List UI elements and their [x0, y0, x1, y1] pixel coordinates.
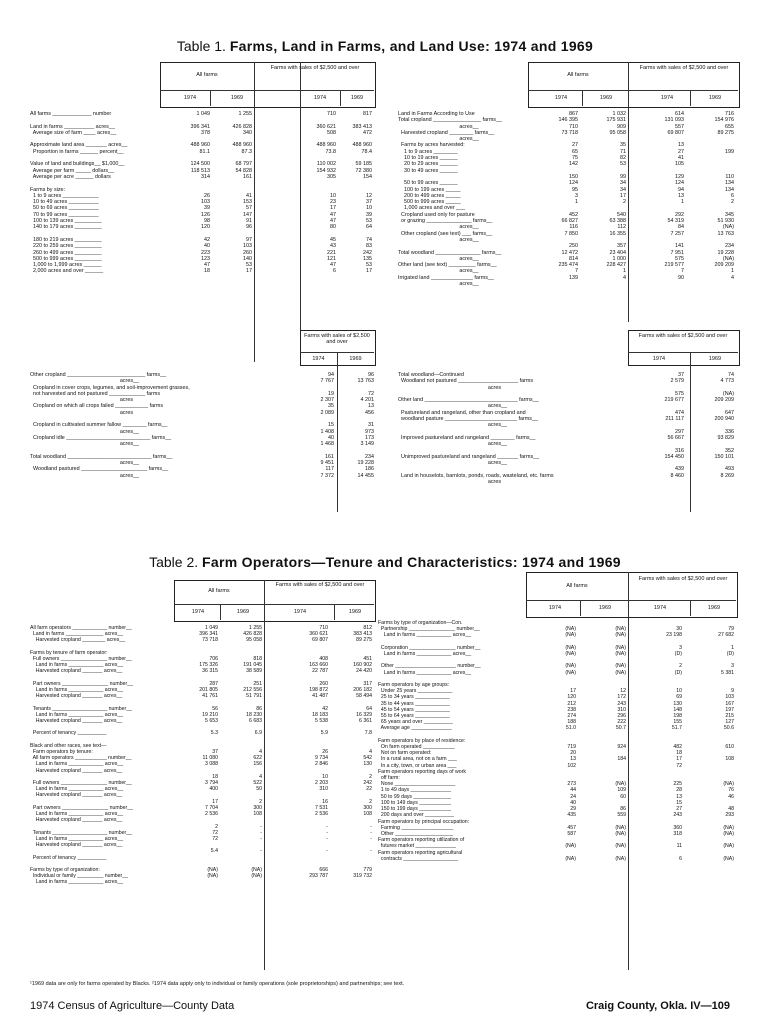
t2l-labels: All farm operators ____________ number__ Land in farms _____________ acres__ Harvested cropland ________ acres__ Farms by tenure of farm operator: Full owners ________________ number__ Land in farms ____________ acres__ Harvested cropland _______ acres__ Part owners ________________ number__ Land in farms ____________ acres__ Harvested cropland _______ acres__ Tenants ___________________ number__ Land in farms ____________ acres__ Harvested cropland _______ acres__ Percent of tenancy __________ Black and other races, see text— Farm operators by tenure: All farm operators ___________ number__ Land in farms ____________ acres__ Harvested cropland _______ acres__ Full owners ________________ number__ Land in farms ____________ acres__ Harvested cropland _______ acres__ Part owners ________________ number__ Land in farms ____________ acres__ Harvested cropland _______ acres__ Tenants ___________________ number__ Land in farms ____________ acres__ Harvested cropland _______ acres__ Percent of tenancy __________ Farms by type of organization: Individual or family _________ number__ Land in farms ____________ acres__: [30, 625, 133, 886]
t1r-labels: Land in Farms According to Use Total cropland ________________ farms__ acres__ Harvested cropland ________ farms__ acres__ Farms by acres harvested: 1 to 9 acres ________ 10 to 19 acres ______ 20 to 29 acres ______ 30 to 49 acres ______ 50 to 99 acres ______ 100 to 199 acres _____ 200 to 499 acres _____ 500 to 999 acres _____ 1,000 acres and over ___ Cropland used only for pasture or grazing _______________ farms__ acres__ Other cropland (see text) ___ farms__ acres__ Total woodland _______________ farms__ acres__ Other land (see text) _________ farms__ acres__ Irrigated land ______________ farms__ acres__: [398, 111, 502, 288]
t1l-head-sales: Farms with sales of $2,500 and over: [270, 65, 360, 71]
t1rl-labels: Total woodland—Continued Woodland not pastured ____________________ farms acres Other land _______________________________ farms__ acres__ Pastureland and rangeland, other than cropland and woodland pasture ________________________ farms__ acres__ Improved pastureland and rangeland ________ farms__ acres__ Unimproved pastureland and rangeland _______ farms__ acres__ Land in houselots, barnlots, ponds, roads, wasteland, etc. farms acres: [398, 372, 554, 486]
t1l-head-all: All farms: [196, 72, 218, 78]
t1ll-labels: Other cropland __________________________ farms__ acres__ Cropland in cover crops, legumes, and soil-improvement grasses, not harvested and not pastured ____________ farms acres Cropland on which all crops failed ___________ farms acres Cropland in cultivated summer fallow ________ farms__ acres__ Cropland idle ____________________________ farms__ acres__ Total woodland ____________________________ farms__ acres__ Woodland pastured ______________________ farms__ acres__: [30, 372, 190, 479]
t1l-labels: All farms _____________ number Land in farms __________ acres__ Average size of farm ____ acres__ Approximate land area _______ acres__ Proportion in farms ______ percent__ Value of land and buildings__ $1,000__ Average per farm _____ dollars__ Average per acre ______ dollars Farms by size: 1 to 9 acres ____________ 10 to 49 acres __________ 50 to 69 acres __________ 70 to 99 acres __________ 100 to 139 acres _________ 140 to 179 acres _________ 180 to 219 acres _________ 220 to 259 acres _________ 260 to 499 acres _________ 500 to 999 acres _________ 1,000 to 1,999 acres ______ 2,000 acres and over ______: [30, 111, 128, 275]
t1r-head-sales: Farms with sales of $2,500 and over: [639, 65, 729, 71]
t2r-head-sales: Farms with sales of $2,500 and over: [638, 576, 728, 582]
footer-publication: 1974 Census of Agriculture—County Data: [30, 1000, 235, 1012]
t2r-labels: Farms by type of organization—Con. Partnership ________________ number__ Land in farms ____________ acres__ Corporation ________________ number__ Land in farms ____________ acres__ Other _____________________ number__ Land in farms ____________ acres__ Farm operators by age groups: Under 25 years ____________ 25 to 34 years ____________ 35 to 44 years ____________ 45 to 54 years ____________ 55 to 64 years ____________ 65 years and over __________ Average age ______________ Farm operators by place of residence: On farm operated ___________ Not on farm operated: In a rural area, not on a farm ___ In a city, town, or urban area ___ Farm operators reporting days of work off farm: None _____________________ 1 to 49 days ______________ 50 to 99 days _____________ 100 to 149 days ___________ 150 to 199 days ___________ 200 days and over __________ Farm operators by principal occupation: Farming __________________ Other ____________________ Farm operators reporting utilization of futures market ______________ Farm operators reporting agricultural contracts ___________________: [378, 620, 481, 862]
table1-title: Table 1. Farms, Land in Farms, and Land Use: 1974 and 1969: [176, 38, 594, 54]
footnote: ¹1969 data are only for farms operated by Blacks. ²1974 data apply only to individual or family operations (sole proprietorships) and partnerships; see text.: [30, 981, 405, 987]
footer-page: Craig County, Okla. IV—109: [585, 1000, 730, 1012]
t2l-head-sales: Farms with sales of $2,500 and over: [275, 582, 365, 588]
t2r-head-all: All farms: [566, 583, 588, 589]
t2l-head-all: All farms: [208, 588, 230, 594]
t1r-head-all: All farms: [567, 72, 589, 78]
table2-title: Table 2. Farm Operators—Tenure and Characteristics: 1974 and 1969: [149, 554, 621, 570]
